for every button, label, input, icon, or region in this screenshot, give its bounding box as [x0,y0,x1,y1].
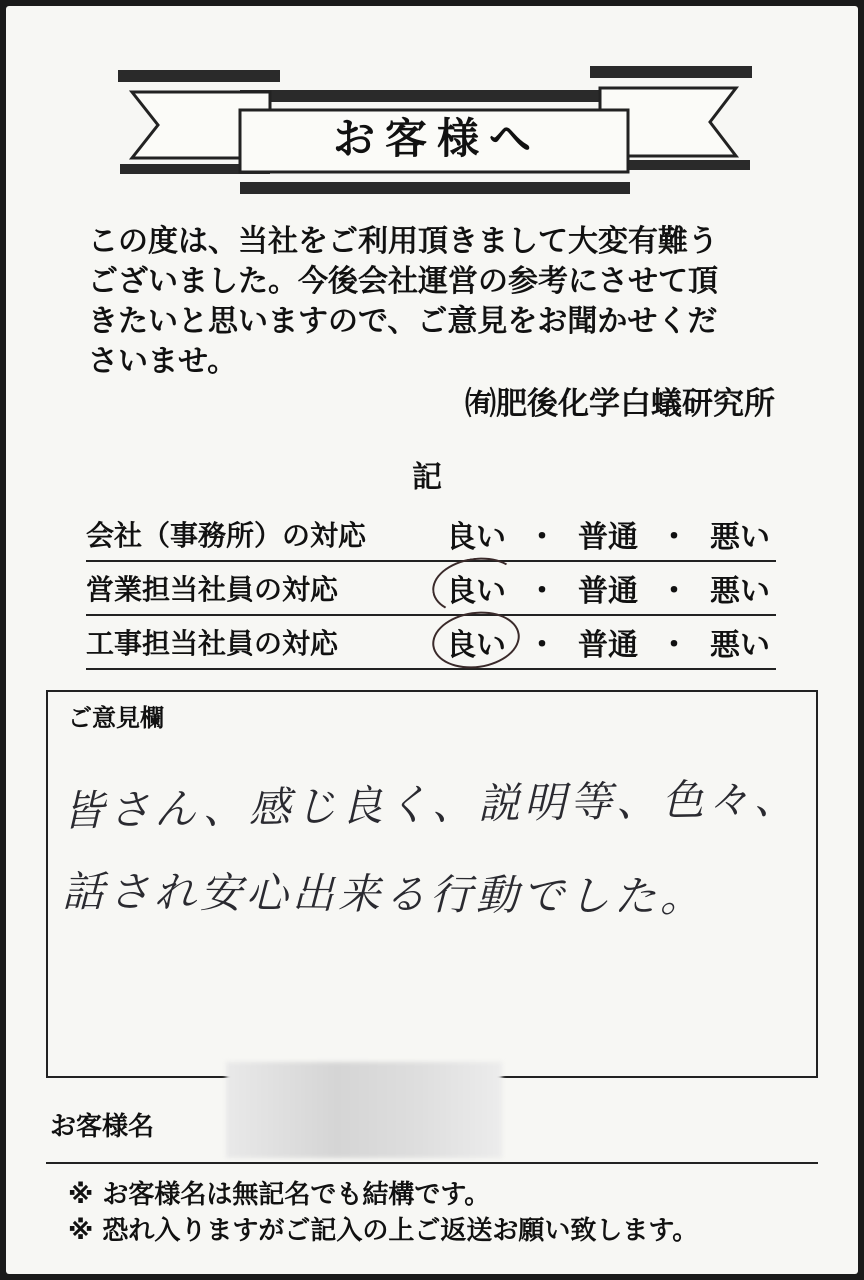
redacted-customer-name [226,1062,502,1158]
evaluation-label: 営業担当社員の対応 [86,573,339,606]
hand-drawn-circle-mark [429,606,524,674]
separator: ・ [659,520,689,555]
option-normal[interactable]: 普通 [578,574,638,609]
footnote: ※ 恐れ入りますがご記入の上ご返送お願い致します。 [68,1216,699,1246]
evaluation-options [446,620,776,664]
separator: ・ [527,628,557,663]
evaluation-row [86,616,776,670]
handwritten-comment-line: 皆さん、感じ良く、説明等、色々、 [61,773,801,836]
evaluation-options [446,566,776,610]
comment-label: ご意見欄 [68,704,164,732]
footnote: ※ お客様名は無記名でも結構です。 [68,1180,491,1210]
ki-heading: 記 [412,460,442,495]
customer-name-label: お客様名 [50,1112,155,1142]
intro-line: きたいと思いますので、ご意見をお聞かせくだ [88,304,718,339]
intro-line: この度は、当社をご利用頂きまして大変有難う [88,224,718,259]
intro-line: ございました。今後会社運営の参考にさせて頂 [88,264,718,299]
page-title: お客様へ [332,114,541,163]
hand-drawn-circle-mark [429,552,524,620]
separator: ・ [527,574,557,609]
separator: ・ [659,628,689,663]
intro-text [88,222,778,382]
evaluation-row [86,562,776,616]
evaluation-row [86,508,776,562]
evaluation-label: 会社（事務所）の対応 [86,519,367,552]
evaluation-options [446,512,776,556]
option-normal[interactable]: 普通 [578,628,638,663]
intro-line: さいませ。 [88,344,238,379]
option-bad[interactable]: 悪い [710,628,770,663]
evaluation-label: 工事担当社員の対応 [86,627,339,660]
option-good-label: 良い [446,628,506,663]
separator: ・ [659,574,689,609]
option-good-selected[interactable] [446,620,506,664]
option-good-selected[interactable] [446,566,506,610]
option-good-label: 良い [446,574,506,609]
divider [46,1162,818,1164]
handwritten-comment-line: 話され安心出来る行動でした。 [61,866,707,922]
separator: ・ [527,520,557,555]
option-normal[interactable]: 普通 [578,520,638,555]
company-name: ㈲肥後化学白蟻研究所 [465,386,775,422]
title-banner [110,60,760,200]
option-bad[interactable]: 悪い [710,574,770,609]
option-good[interactable]: 良い [446,520,506,555]
evaluation-table [86,508,776,670]
option-bad[interactable]: 悪い [710,520,770,555]
